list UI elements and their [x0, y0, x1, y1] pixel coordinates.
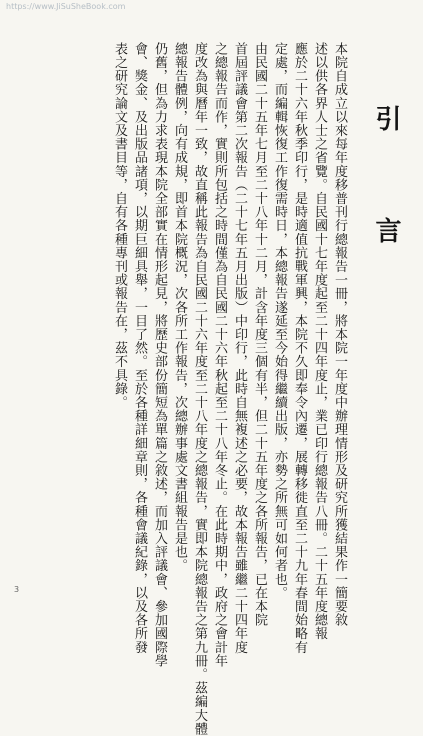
- text-column: 本院自成立以來每年度移普刊行總報告一冊，將本院一年度中辦理情形及研究所獲結果作一簡要敘: [332, 42, 347, 627]
- text-column: 首屆評議會第二次報告（二十七年五月出版）中印行，此時自無複述之必要，故本報告雖繼二十四年度: [232, 42, 247, 654]
- text-column: 表之研究論文及書目等，自有各種專刊或報告在，茲不具錄。: [112, 42, 127, 410]
- text-column: 度改為與曆年一致，故直稱此報告為自民國二十六年度至二十八年度之總報告，實即本院總報告之第九冊。茲編大體: [192, 42, 207, 736]
- text-column: 述以供各界人士之省覽。自民國十七年度起至二十四年度止，業已印行總報告八冊。二十五年度總報: [312, 42, 327, 641]
- text-column: 由民國二十五年七月至二十八年十二月，計含年度三個有半，但二十五年度之各所報告，已在本院: [252, 42, 267, 627]
- text-column: 之總報告而作，實則所包括之時間僅為自民國二十六年秋起至二十八年冬止。在此時期中，政府之會計年: [212, 42, 227, 668]
- page-number: 3: [14, 585, 20, 594]
- text-column: 仍舊，但為力求表現本院全部實在情形起見，將歷史部份簡短為單篇之敘述，而加入評議會、參加國際學: [152, 42, 167, 668]
- text-column: 定處，而編輯恢復工作復需時日，本總報告遂延至今始得繼續出版，亦勢之所無可如何者也。: [272, 42, 287, 600]
- page-title: 引 言: [371, 105, 401, 273]
- text-column: 應於二十六年秋季印行，是時適值抗戰軍興，本院不久即奉令內遷，展轉移徙直至二十九年春間始略有: [292, 42, 307, 654]
- text-column: 總報告體例，向有成規，即首本院概況，次各所工作報告，次總辦事處文書組報告是也。: [172, 42, 187, 573]
- watermark: https://www.JiSuSheBook.com: [6, 2, 126, 11]
- text-column: 會、獎金、及出版品諸項，以期巨細具舉，一目了然。至於各種詳細章則，各種會議紀錄，以及各所發: [132, 42, 147, 654]
